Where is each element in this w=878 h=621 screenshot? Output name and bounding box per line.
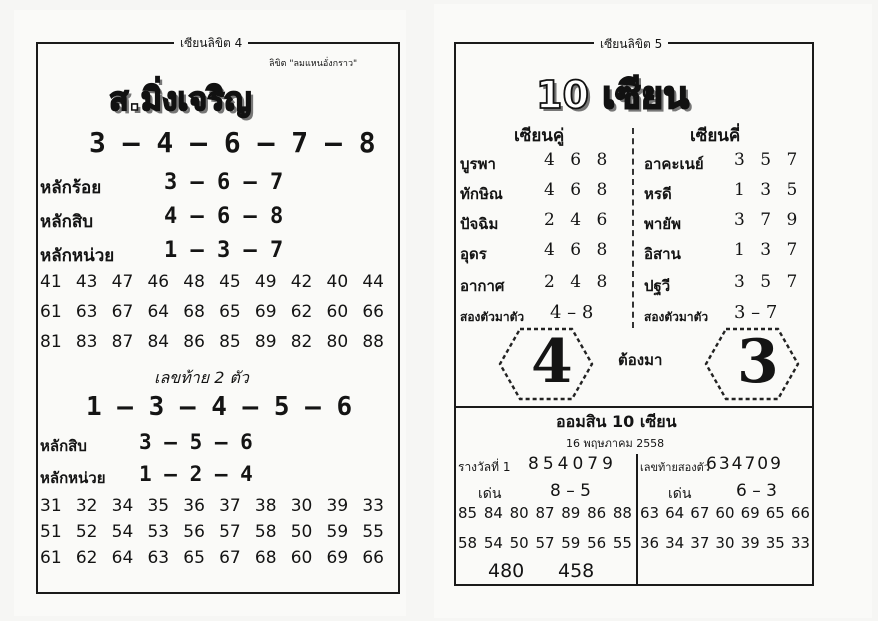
number-grid1-row: 81 83 87 84 86 85 89 82 80 88	[40, 332, 384, 352]
column-divider	[632, 128, 634, 328]
bottom-vertical-divider	[636, 454, 638, 586]
odd-row-value: 3 5 7	[734, 272, 803, 292]
bottom-grid-right-row: 36 34 37 30 39 35 33	[640, 534, 810, 552]
prize1-value: 854079	[528, 454, 617, 474]
odd-row-label: พายัพ	[644, 215, 681, 233]
lead-label-left: เด่น	[478, 486, 502, 502]
even-row-label: บูรพา	[460, 155, 496, 173]
even-row-label: ปัจฉิม	[460, 215, 499, 233]
bottom-grid-left-row: 58 54 50 57 59 56 55	[458, 534, 632, 552]
even-row-label: อุดร	[460, 245, 487, 263]
odd-row-value: 1 3 5	[734, 180, 803, 200]
col-title-even: เซียนคู่	[514, 126, 565, 146]
two-top-label: สองตัวมาตัว	[644, 310, 709, 324]
number-grid1-row: 61 63 67 64 68 65 69 62 60 66	[40, 302, 384, 322]
lead-label-right: เด่น	[668, 486, 692, 502]
odd-row-label: อาคะเนย์	[644, 155, 704, 173]
position2-value-tens: 3 – 5 – 6	[139, 430, 253, 454]
number-grid2-row: 51 52 54 53 56 57 58 50 59 55	[40, 522, 384, 542]
main-numbers-2: 1 – 3 – 4 – 5 – 6	[86, 392, 353, 422]
hexagon-right-number: 3	[737, 327, 779, 397]
left-page	[14, 10, 406, 616]
right-page	[434, 4, 872, 618]
position-label-hundreds: หลักร้อย	[40, 178, 102, 198]
even-row-value: 2 4 6	[544, 210, 613, 230]
position2-label-units: หลักหน่วย	[40, 469, 106, 487]
col-title-odd: เซียนคี่	[690, 126, 741, 146]
odd-row-value: 3 7 9	[734, 210, 803, 230]
lead-right-value: 6 – 3	[736, 481, 777, 501]
position2-label-tens: หลักสิบ	[40, 437, 87, 455]
even-row-value: 4 6 8	[544, 240, 613, 260]
position-value-units: 1 – 3 – 7	[164, 238, 284, 263]
even-row-value: 4 6 8	[544, 180, 613, 200]
bottom-grid-right-row: 63 64 67 60 69 65 66	[640, 504, 810, 522]
position-label-units: หลักหน่วย	[40, 246, 115, 266]
final-number: 480	[488, 560, 525, 582]
author-credit: ลิขิต "ลมแหนอั่งกราว"	[269, 59, 358, 69]
odd-row-label: ปฐวี	[644, 277, 671, 295]
two-top-left-value: 4 – 8	[550, 302, 594, 323]
lead-left-value: 8 – 5	[550, 481, 591, 501]
odd-row-label: หรดี	[644, 185, 672, 203]
two-top-label: สองตัวมาตัว	[460, 310, 525, 324]
must-come-label: ต้องมา	[618, 351, 663, 369]
two-top-right-value: 3 – 7	[734, 302, 778, 323]
last2-label: เลขท้ายสองตัว	[640, 461, 710, 474]
odd-row-label: อิสาน	[644, 245, 681, 263]
even-row-value: 2 4 8	[544, 272, 613, 292]
even-row-label: ทักษิณ	[460, 185, 503, 203]
position-label-tens: หลักสิบ	[40, 212, 94, 232]
bottom-date: 16 พฤษภาคม 2558	[566, 437, 665, 450]
final-number: 458	[558, 560, 595, 582]
position-value-tens: 4 – 6 – 8	[164, 204, 284, 229]
section-divider	[454, 406, 814, 408]
prize1-label: รางวัลที่ 1	[458, 460, 511, 474]
main-numbers: 3 – 4 – 6 – 7 – 8	[89, 126, 376, 159]
odd-row-value: 1 3 7	[734, 240, 803, 260]
number-grid2-row: 31 32 34 35 36 37 38 30 39 33	[40, 496, 384, 516]
position2-value-units: 1 – 2 – 4	[139, 462, 253, 486]
bottom-title: ออมสิน 10 เซียน	[556, 412, 677, 431]
right-header: เซียนลิขิต 5	[594, 35, 668, 54]
last2-value: 634709	[706, 454, 783, 474]
subtitle-last-two: เลขท้าย 2 ตัว	[154, 368, 249, 387]
left-header: เซียนลิขิต 4	[174, 34, 248, 53]
number-grid1-row: 41 43 47 46 48 45 49 42 40 44	[40, 272, 384, 292]
page-title: 10 เซียน	[536, 73, 690, 117]
even-row-value: 4 6 8	[544, 150, 613, 170]
position-value-hundreds: 3 – 6 – 7	[164, 170, 284, 195]
bottom-grid-left-row: 85 84 80 87 89 86 88	[458, 504, 632, 522]
hexagon-left-number: 4	[531, 327, 573, 397]
odd-row-value: 3 5 7	[734, 150, 803, 170]
even-row-label: อากาศ	[460, 277, 505, 295]
page-title: ส.มิ่งเจริญ	[109, 80, 252, 118]
number-grid2-row: 61 62 64 63 65 67 68 60 69 66	[40, 548, 384, 568]
